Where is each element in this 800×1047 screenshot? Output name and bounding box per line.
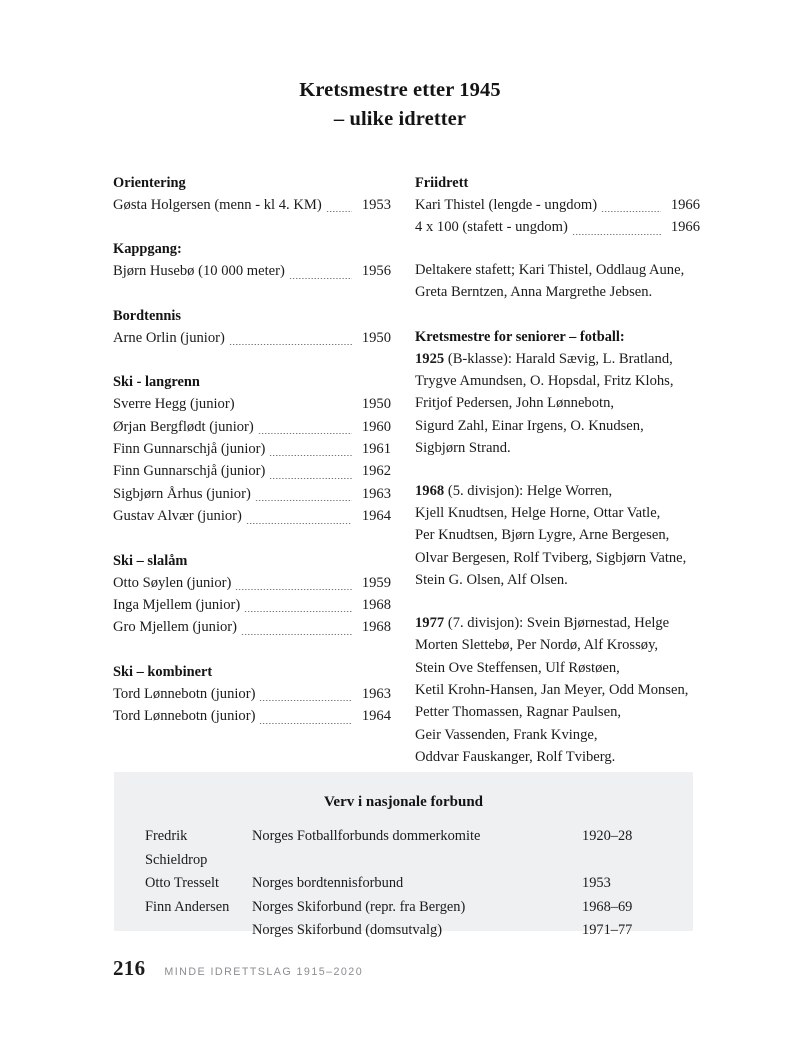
result-row <box>113 705 391 727</box>
fotball-entry-year: 1977 <box>415 614 445 631</box>
verv-person: Finn Andersen <box>145 898 230 915</box>
section-heading-ski-kombinert: Ski – kombinert <box>113 663 213 680</box>
fotball-entry-line: Morten Slettebø, Per Nordø, Alf Krossøy, <box>415 637 659 654</box>
running-head: MINDE IDRETTSLAG 1915–2020 <box>164 966 364 978</box>
dot-leader <box>259 700 352 701</box>
fotball-entry-line: Petter Thomassen, Ragnar Paulsen, <box>415 704 622 721</box>
result-name: 4 x 100 (stafett - ungdom) <box>415 219 568 236</box>
fotball-entry-first-line <box>415 480 700 502</box>
result-year: 1966 <box>670 219 700 236</box>
fotball-entry-line: Trygve Amundsen, O. Hopsdal, Fritz Klohs, <box>415 373 674 390</box>
section-heading-friidrett: Friidrett <box>415 175 469 191</box>
verv-box <box>114 772 693 938</box>
fotball-entry-line: Kjell Knudtsen, Helge Horne, Ottar Vatle, <box>415 505 661 522</box>
dot-leader <box>235 589 352 590</box>
section-heading-ski-slalom: Ski – slalåm <box>113 552 188 569</box>
page-title-line-1: Kretsmestre etter 1945 <box>299 79 501 101</box>
result-name: Sverre Hegg (junior) <box>113 396 235 413</box>
result-name: Tord Lønnebotn (junior) <box>113 685 256 702</box>
result-year: 1963 <box>361 485 391 502</box>
result-row <box>113 260 391 282</box>
dot-leader <box>246 523 352 524</box>
dot-leader <box>229 344 352 345</box>
result-row <box>113 460 391 482</box>
table-row <box>114 872 693 896</box>
result-name: Gøsta Holgersen (menn - kl 4. KM) <box>113 197 322 213</box>
result-name: Gro Mjellem (junior) <box>113 619 238 636</box>
fotball-entry-1968 <box>415 480 700 592</box>
verv-years: 1971–77 <box>582 922 633 938</box>
table-row <box>114 825 693 872</box>
result-name: Otto Søylen (junior) <box>113 574 232 591</box>
dot-leader <box>572 234 661 235</box>
page-footer <box>113 956 363 981</box>
fotball-entry-line: Per Knudtsen, Bjørn Lygre, Arne Bergesen, <box>415 527 670 544</box>
dot-leader <box>259 723 352 724</box>
verv-table <box>114 825 693 943</box>
result-year: 1964 <box>361 508 391 525</box>
result-name: Ørjan Bergflødt (junior) <box>113 418 254 435</box>
verv-role: Norges bordtennisforbund <box>252 875 404 891</box>
dot-leader <box>241 634 352 635</box>
result-year: 1950 <box>361 396 391 413</box>
result-year: 1950 <box>361 329 391 346</box>
fotball-entry-line: Stein Ove Steffensen, Ulf Røstøen, <box>415 659 620 676</box>
result-year: 1966 <box>670 197 700 213</box>
verv-role: Norges Fotballforbunds dommerkomite <box>252 828 481 844</box>
result-row <box>113 327 391 349</box>
result-year: 1963 <box>361 685 391 702</box>
fotball-entry-1977 <box>415 612 700 769</box>
section-heading-bordtennis: Bordtennis <box>113 307 181 324</box>
result-row <box>113 572 391 594</box>
result-year: 1953 <box>361 197 391 213</box>
friidrett-note <box>415 259 700 304</box>
friidrett-note-line: Deltakere stafett; Kari Thistel, Oddlaug Aune, <box>415 261 685 278</box>
table-row <box>114 919 693 943</box>
fotball-entry-1925 <box>415 348 700 460</box>
result-year: 1960 <box>361 418 391 435</box>
result-name: Tord Lønnebotn (junior) <box>113 708 256 725</box>
verv-box-title: Verv i nasjonale forbund <box>323 794 484 810</box>
result-year: 1968 <box>361 597 391 614</box>
fotball-entry-line: Sigbjørn Strand. <box>415 440 511 457</box>
result-year: 1962 <box>361 463 391 480</box>
fotball-entry-line: Sigurd Zahl, Einar Irgens, O. Knudsen, <box>415 417 644 434</box>
fotball-entry-line: Ketil Krohn-Hansen, Jan Meyer, Odd Monsen, <box>415 681 689 698</box>
section-heading-orientering: Orientering <box>113 175 186 191</box>
result-name: Sigbjørn Århus (junior) <box>113 485 251 502</box>
result-row <box>113 594 391 616</box>
fotball-entry-year-rest: (5. divisjon): Helge Worren, <box>444 482 613 499</box>
fotball-entry-first-line <box>415 348 700 370</box>
result-year: 1968 <box>361 619 391 636</box>
right-column <box>415 172 700 769</box>
fotball-entry-year-rest: (7. divisjon): Svein Bjørnestad, Helge <box>444 614 670 631</box>
page-title-line-2: – ulike idretter <box>333 108 467 130</box>
fotball-entry-first-line <box>415 612 700 634</box>
result-row <box>113 438 391 460</box>
result-year: 1959 <box>361 574 391 591</box>
section-heading-kappgang: Kappgang: <box>113 241 182 258</box>
verv-years: 1953 <box>582 875 611 891</box>
result-row <box>113 683 391 705</box>
result-row <box>113 393 391 415</box>
fotball-entry-line: Stein G. Olsen, Alf Olsen. <box>415 572 568 589</box>
table-row <box>114 896 693 920</box>
dot-leader <box>255 500 352 501</box>
result-name: Gustav Alvær (junior) <box>113 508 242 525</box>
verv-role: Norges Skiforbund (repr. fra Bergen) <box>252 898 466 915</box>
section-heading-fotball: Kretsmestre for seniorer – fotball: <box>415 328 625 345</box>
dot-leader <box>269 478 352 479</box>
dot-leader <box>326 211 352 212</box>
page-number: 216 <box>113 956 146 980</box>
section-heading-ski-langrenn: Ski - langrenn <box>113 374 200 391</box>
verv-years: 1968–69 <box>582 898 633 915</box>
result-name: Inga Mjellem (junior) <box>113 597 241 614</box>
verv-person: Otto Tresselt <box>145 875 219 891</box>
result-row <box>113 505 391 527</box>
result-row <box>113 483 391 505</box>
fotball-entry-year-rest: (B-klasse): Harald Sævig, L. Bratland, <box>444 350 673 367</box>
fotball-entry-line: Geir Vassenden, Frank Kvinge, <box>415 726 598 743</box>
result-name: Finn Gunnarschjå (junior) <box>113 441 266 458</box>
result-row <box>415 216 700 238</box>
dot-leader <box>601 211 661 212</box>
result-year: 1961 <box>361 441 391 458</box>
fotball-entry-line: Fritjof Pedersen, John Lønnebotn, <box>415 395 615 412</box>
dot-leader <box>289 278 352 279</box>
result-row <box>113 616 391 638</box>
verv-years: 1920–28 <box>582 828 633 844</box>
result-name: Arne Orlin (junior) <box>113 329 225 346</box>
result-name: Kari Thistel (lengde - ungdom) <box>415 197 598 213</box>
fotball-entry-line: Olvar Bergesen, Rolf Tviberg, Sigbjørn Vatne, <box>415 549 687 566</box>
dot-leader <box>258 433 352 434</box>
page-title <box>0 76 800 134</box>
result-row <box>113 194 391 216</box>
result-year: 1964 <box>361 708 391 725</box>
result-row <box>415 194 700 216</box>
result-year: 1956 <box>361 263 391 280</box>
left-column <box>113 172 391 728</box>
result-name: Finn Gunnarschjå (junior) <box>113 463 266 480</box>
verv-person: Fredrik Schieldrop <box>145 828 208 868</box>
verv-role: Norges Skiforbund (domsutvalg) <box>252 922 442 938</box>
result-row <box>113 416 391 438</box>
dot-leader <box>239 411 352 412</box>
fotball-entry-year: 1968 <box>415 482 445 499</box>
fotball-entry-line: Oddvar Fauskanger, Rolf Tviberg. <box>415 749 616 766</box>
friidrett-note-line: Greta Berntzen, Anna Margrethe Jebsen. <box>415 284 653 301</box>
fotball-entry-year: 1925 <box>415 350 445 367</box>
dot-leader <box>244 611 352 612</box>
result-name: Bjørn Husebø (10 000 meter) <box>113 263 285 280</box>
dot-leader <box>269 455 352 456</box>
